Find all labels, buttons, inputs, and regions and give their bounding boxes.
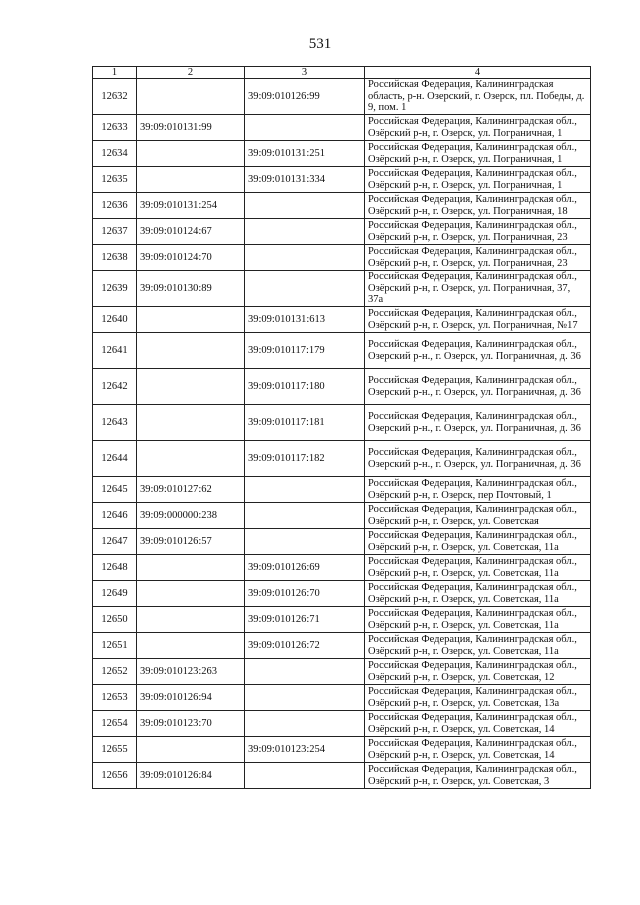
- table-row: [93, 441, 591, 477]
- row-number: 12637: [93, 219, 137, 245]
- cadastral-number-col3: 39:09:010117:180: [245, 369, 365, 405]
- address-cell: Российская Федерация, Калининградская обл., Озерский р-н., г. Озерск, ул. Пограничная, д. 36: [365, 441, 591, 477]
- table-row: [93, 167, 591, 193]
- table-row: [93, 763, 591, 789]
- row-number: 12649: [93, 581, 137, 607]
- row-number: 12642: [93, 369, 137, 405]
- address-cell: Российская Федерация, Калининградская обл., Озёрский р-н, г. Озерск, ул. Советская, 13а: [365, 685, 591, 711]
- cadastral-number-col2: [137, 405, 245, 441]
- address-cell: Российская Федерация, Калининградская область, р-н. Озерский, г. Озерск, пл. Победы, д. 9, пом. 1: [365, 79, 591, 115]
- address-cell: Российская Федерация, Калининградская обл., Озёрский р-н, г. Озерск, ул. Советская, 14: [365, 711, 591, 737]
- cadastral-number-col2: [137, 307, 245, 333]
- row-number: 12644: [93, 441, 137, 477]
- table-row: [93, 711, 591, 737]
- page-number: 531: [308, 36, 332, 52]
- row-number: 12639: [93, 271, 137, 307]
- table-row: [93, 271, 591, 307]
- cadastral-number-col2: [137, 581, 245, 607]
- row-number: 12645: [93, 477, 137, 503]
- address-cell: Российская Федерация, Калининградская обл., Озёрский р-н, г. Озерск, пер Почтовый, 1: [365, 477, 591, 503]
- cadastral-number-col2: 39:09:010124:67: [137, 219, 245, 245]
- row-number: 12632: [93, 79, 137, 115]
- cadastral-number-col3: [245, 529, 365, 555]
- table-row: [93, 503, 591, 529]
- row-number: 12652: [93, 659, 137, 685]
- row-number: 12650: [93, 607, 137, 633]
- row-number: 12641: [93, 333, 137, 369]
- address-cell: Российская Федерация, Калининградская обл., Озёрский р-н, г. Озерск, ул. Пограничная, 37, 37а: [365, 271, 591, 307]
- cadastral-number-col2: 39:09:010130:89: [137, 271, 245, 307]
- cadastral-number-col3: 39:09:010131:334: [245, 167, 365, 193]
- cadastral-number-col3: 39:09:010123:254: [245, 737, 365, 763]
- cadastral-number-col3: 39:09:010117:182: [245, 441, 365, 477]
- address-cell: Российская Федерация, Калининградская обл., Озёрский р-н, г. Озерск, ул. Советская, 11а: [365, 633, 591, 659]
- table-row: [93, 369, 591, 405]
- cadastral-number-col3: 39:09:010131:613: [245, 307, 365, 333]
- address-cell: Российская Федерация, Калининградская обл., Озёрский р-н, г. Озерск, ул. Советская, 11а: [365, 529, 591, 555]
- address-cell: Российская Федерация, Калининградская обл., Озёрский р-н, г. Озерск, ул. Советская, 11а: [365, 607, 591, 633]
- address-cell: Российская Федерация, Калининградская обл., Озёрский р-н, г. Озерск, ул. Пограничная, 1: [365, 115, 591, 141]
- table-row: [93, 685, 591, 711]
- cadastral-number-col2: 39:09:010124:70: [137, 245, 245, 271]
- row-number: 12636: [93, 193, 137, 219]
- cadastral-number-col3: 39:09:010126:99: [245, 79, 365, 115]
- table-body: [93, 79, 591, 789]
- address-cell: Российская Федерация, Калининградская обл., Озёрский р-н, г. Озерск, ул. Пограничная, 18: [365, 193, 591, 219]
- address-cell: Российская Федерация, Калининградская обл., Озёрский р-н, г. Озерск, ул. Пограничная, №17: [365, 307, 591, 333]
- table-row: [93, 115, 591, 141]
- table-row: [93, 477, 591, 503]
- row-number: 12646: [93, 503, 137, 529]
- cadastral-number-col2: [137, 141, 245, 167]
- cadastral-number-col2: 39:09:010127:62: [137, 477, 245, 503]
- cadastral-number-col3: [245, 477, 365, 503]
- row-number: 12640: [93, 307, 137, 333]
- table-row: [93, 245, 591, 271]
- cadastral-number-col2: 39:09:010131:99: [137, 115, 245, 141]
- row-number: 12647: [93, 529, 137, 555]
- cadastral-number-col2: 39:09:010126:94: [137, 685, 245, 711]
- cadastral-number-col3: [245, 503, 365, 529]
- row-number: 12656: [93, 763, 137, 789]
- table-row: [93, 219, 591, 245]
- cadastral-number-col3: 39:09:010126:70: [245, 581, 365, 607]
- cadastral-number-col3: 39:09:010126:72: [245, 633, 365, 659]
- header-col-4: 4: [365, 67, 591, 79]
- registry-table: [92, 66, 591, 789]
- cadastral-number-col3: [245, 711, 365, 737]
- cadastral-number-col2: [137, 167, 245, 193]
- address-cell: Российская Федерация, Калининградская обл., Озерский р-н., г. Озерск, ул. Пограничная, д. 36: [365, 333, 591, 369]
- cadastral-number-col3: 39:09:010126:71: [245, 607, 365, 633]
- cadastral-number-col2: [137, 633, 245, 659]
- row-number: 12655: [93, 737, 137, 763]
- cadastral-number-col2: 39:09:010123:263: [137, 659, 245, 685]
- cadastral-number-col2: [137, 607, 245, 633]
- header-col-1: 1: [93, 67, 137, 79]
- header-col-3: 3: [245, 67, 365, 79]
- cadastral-number-col2: [137, 369, 245, 405]
- row-number: 12638: [93, 245, 137, 271]
- address-cell: Российская Федерация, Калининградская обл., Озёрский р-н, г. Озерск, ул. Советская: [365, 503, 591, 529]
- row-number: 12634: [93, 141, 137, 167]
- cadastral-number-col3: [245, 193, 365, 219]
- cadastral-number-col2: [137, 333, 245, 369]
- cadastral-number-col3: 39:09:010126:69: [245, 555, 365, 581]
- address-cell: Российская Федерация, Калининградская обл., Озёрский р-н, г. Озерск, ул. Советская, 12: [365, 659, 591, 685]
- address-cell: Российская Федерация, Калининградская обл., Озёрский р-н, г. Озерск, ул. Пограничная, 1: [365, 141, 591, 167]
- table-row: [93, 555, 591, 581]
- cadastral-number-col2: 39:09:010126:57: [137, 529, 245, 555]
- cadastral-number-col2: 39:09:010126:84: [137, 763, 245, 789]
- cadastral-number-col2: 39:09:010123:70: [137, 711, 245, 737]
- row-number: 12635: [93, 167, 137, 193]
- cadastral-number-col3: [245, 659, 365, 685]
- cadastral-number-col3: [245, 245, 365, 271]
- cadastral-number-col3: [245, 115, 365, 141]
- address-cell: Российская Федерация, Калининградская обл., Озёрский р-н, г. Озерск, ул. Пограничная, 23: [365, 219, 591, 245]
- row-number: 12633: [93, 115, 137, 141]
- table-row: [93, 529, 591, 555]
- cadastral-number-col3: [245, 685, 365, 711]
- cadastral-number-col3: 39:09:010117:181: [245, 405, 365, 441]
- cadastral-number-col3: 39:09:010131:251: [245, 141, 365, 167]
- address-cell: Российская Федерация, Калининградская обл., Озёрский р-н, г. Озерск, ул. Пограничная, 1: [365, 167, 591, 193]
- table-row: [93, 633, 591, 659]
- table-row: [93, 193, 591, 219]
- row-number: 12651: [93, 633, 137, 659]
- header-col-2: 2: [137, 67, 245, 79]
- cadastral-number-col2: 39:09:000000:238: [137, 503, 245, 529]
- table-row: [93, 405, 591, 441]
- row-number: 12648: [93, 555, 137, 581]
- address-cell: Российская Федерация, Калининградская обл., Озёрский р-н, г. Озерск, ул. Советская, 11а: [365, 581, 591, 607]
- cadastral-number-col3: [245, 763, 365, 789]
- address-cell: Российская Федерация, Калининградская обл., Озерский р-н., г. Озерск, ул. Пограничная, д. 36: [365, 369, 591, 405]
- table-row: [93, 737, 591, 763]
- address-cell: Российская Федерация, Калининградская обл., Озёрский р-н, г. Озерск, ул. Пограничная, 23: [365, 245, 591, 271]
- row-number: 12643: [93, 405, 137, 441]
- cadastral-number-col2: [137, 555, 245, 581]
- table-row: [93, 141, 591, 167]
- address-cell: Российская Федерация, Калининградская обл., Озёрский р-н, г. Озерск, ул. Советская, 14: [365, 737, 591, 763]
- cadastral-number-col2: 39:09:010131:254: [137, 193, 245, 219]
- table-header: [93, 67, 591, 79]
- row-number: 12653: [93, 685, 137, 711]
- cadastral-number-col3: 39:09:010117:179: [245, 333, 365, 369]
- cadastral-number-col2: [137, 79, 245, 115]
- cadastral-number-col2: [137, 737, 245, 763]
- cadastral-number-col2: [137, 441, 245, 477]
- address-cell: Российская Федерация, Калининградская обл., Озерский р-н., г. Озерск, ул. Пограничная, д. 36: [365, 405, 591, 441]
- cadastral-number-col3: [245, 219, 365, 245]
- table-row: [93, 79, 591, 115]
- address-cell: Российская Федерация, Калининградская обл., Озёрский р-н, г. Озерск, ул. Советская, 11а: [365, 555, 591, 581]
- table-row: [93, 581, 591, 607]
- table-row: [93, 607, 591, 633]
- cadastral-number-col3: [245, 271, 365, 307]
- address-cell: Российская Федерация, Калининградская обл., Озёрский р-н, г. Озерск, ул. Советская, 3: [365, 763, 591, 789]
- table-row: [93, 333, 591, 369]
- row-number: 12654: [93, 711, 137, 737]
- table-row: [93, 659, 591, 685]
- table-row: [93, 307, 591, 333]
